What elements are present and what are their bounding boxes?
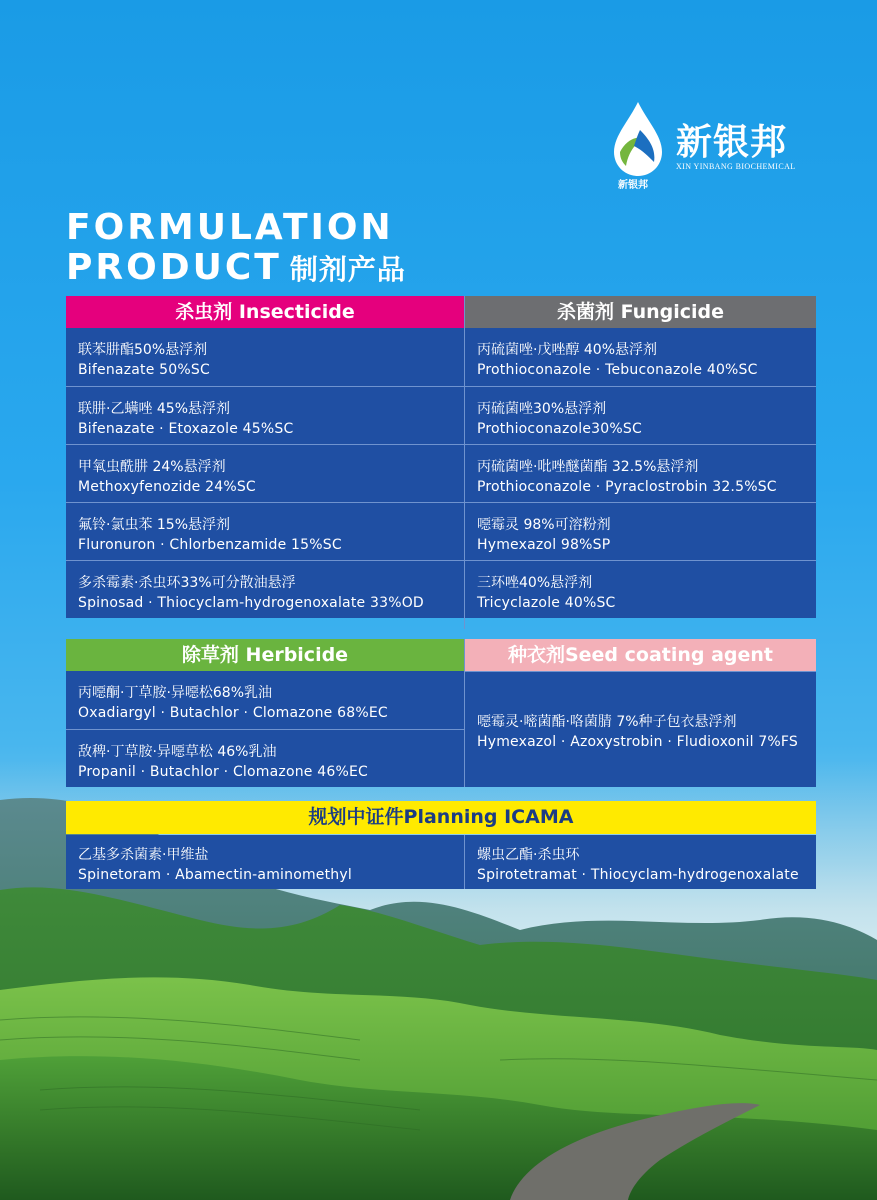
column-divider (464, 835, 465, 889)
product-cell (66, 729, 464, 787)
logo-small-text: 新银邦 (618, 180, 648, 191)
logo-english-name: XIN YINBANG BIOCHEMICAL (676, 162, 796, 171)
planning-header: 规划中证件Planning ICAMA (66, 801, 816, 834)
title-line-2-en: PRODUCT (66, 247, 282, 288)
product-cn: 丙硫菌唑30%悬浮剂 (477, 401, 607, 417)
insecticide-header: 杀虫剂 Insecticide (66, 296, 464, 328)
product-en: Spirotetramat · Thiocyclam-hydrogenoxalate (477, 867, 799, 883)
product-cell (465, 835, 816, 889)
product-cn: 螺虫乙酯·杀虫环 (477, 847, 580, 863)
planning-right (465, 835, 816, 889)
product-en: Propanil · Butachlor · Clomazone 46%EC (78, 764, 368, 780)
fungicide-list (465, 328, 816, 618)
product-cell (66, 386, 464, 444)
herbicide-header: 除草剂 Herbicide (66, 639, 464, 671)
product-cell (465, 444, 816, 502)
product-cn: 三环唑40%悬浮剂 (477, 575, 593, 591)
product-en: Bifenazate 50%SC (78, 362, 210, 378)
product-en: Oxadiargyl · Butachlor · Clomazone 68%EC (78, 705, 388, 721)
column-divider (464, 639, 465, 787)
company-logo (610, 100, 810, 195)
product-cn: 噁霉灵·嘧菌酯·咯菌腈 7%种子包衣悬浮剂 (477, 714, 737, 730)
insecticide-section (66, 296, 464, 618)
product-en: Bifenazate · Etoxazole 45%SC (78, 421, 294, 437)
product-en: Fluronuron · Chlorbenzamide 15%SC (78, 537, 342, 553)
column-divider (464, 296, 465, 629)
product-en: Methoxyfenozide 24%SC (78, 479, 256, 495)
page-title (66, 208, 406, 290)
product-en: Prothioconazole · Pyraclostrobin 32.5%SC (477, 479, 777, 495)
product-cn: 甲氧虫酰肼 24%悬浮剂 (78, 459, 226, 475)
product-cell (465, 671, 816, 787)
product-cn: 丙噁酮·丁草胺·异噁松68%乳油 (78, 685, 273, 701)
product-cn: 乙基多杀菌素·甲维盐 (78, 847, 209, 863)
water-drop-icon (610, 100, 666, 180)
product-cell (465, 502, 816, 560)
fungicide-header: 杀菌剂 Fungicide (465, 296, 816, 328)
product-cn: 多杀霉素·杀虫环33%可分散油悬浮 (78, 575, 296, 591)
product-en: Hymexazol 98%SP (477, 537, 611, 553)
herbicide-list (66, 671, 464, 787)
product-en: Prothioconazole · Tebuconazole 40%SC (477, 362, 758, 378)
product-cell (465, 328, 816, 386)
product-cn: 丙硫菌唑·吡唑醚菌酯 32.5%悬浮剂 (477, 459, 699, 475)
product-cn: 噁霉灵 98%可溶粉剂 (477, 517, 611, 533)
product-cell (66, 560, 464, 618)
fungicide-section (465, 296, 816, 618)
product-en: Prothioconazole30%SC (477, 421, 642, 437)
product-en: Tricyclazole 40%SC (477, 595, 616, 611)
planning-left (66, 835, 464, 889)
product-cell (465, 560, 816, 618)
product-cell (66, 835, 464, 889)
product-cn: 联肼·乙螨唑 45%悬浮剂 (78, 401, 231, 417)
product-cn: 氟铃·氯虫苯 15%悬浮剂 (78, 517, 231, 533)
title-line-2-cn: 制剂产品 (289, 253, 406, 286)
herbicide-section (66, 639, 464, 787)
seed-coating-section (465, 639, 816, 787)
product-cell (66, 328, 464, 386)
product-en: Spinetoram · Abamectin-aminomethyl (78, 867, 352, 883)
product-cell (66, 502, 464, 560)
seed-coating-header: 种衣剂Seed coating agent (465, 639, 816, 671)
product-cn: 联苯肼酯50%悬浮剂 (78, 342, 208, 358)
logo-chinese-name: 新银邦 (676, 121, 788, 163)
product-en: Spinosad · Thiocyclam-hydrogenoxalate 33%OD (78, 595, 424, 611)
product-cell (66, 444, 464, 502)
product-cn: 丙硫菌唑·戊唑醇 40%悬浮剂 (477, 342, 658, 358)
insecticide-list (66, 328, 464, 618)
product-cell (465, 386, 816, 444)
product-en: Hymexazol · Azoxystrobin · Fludioxonil 7%FS (477, 734, 799, 750)
title-line-1: FORMULATION (66, 207, 394, 248)
product-cell (66, 671, 464, 729)
title-line-2 (66, 248, 406, 290)
product-cn: 敌稗·丁草胺·异噁草松 46%乳油 (78, 744, 277, 760)
